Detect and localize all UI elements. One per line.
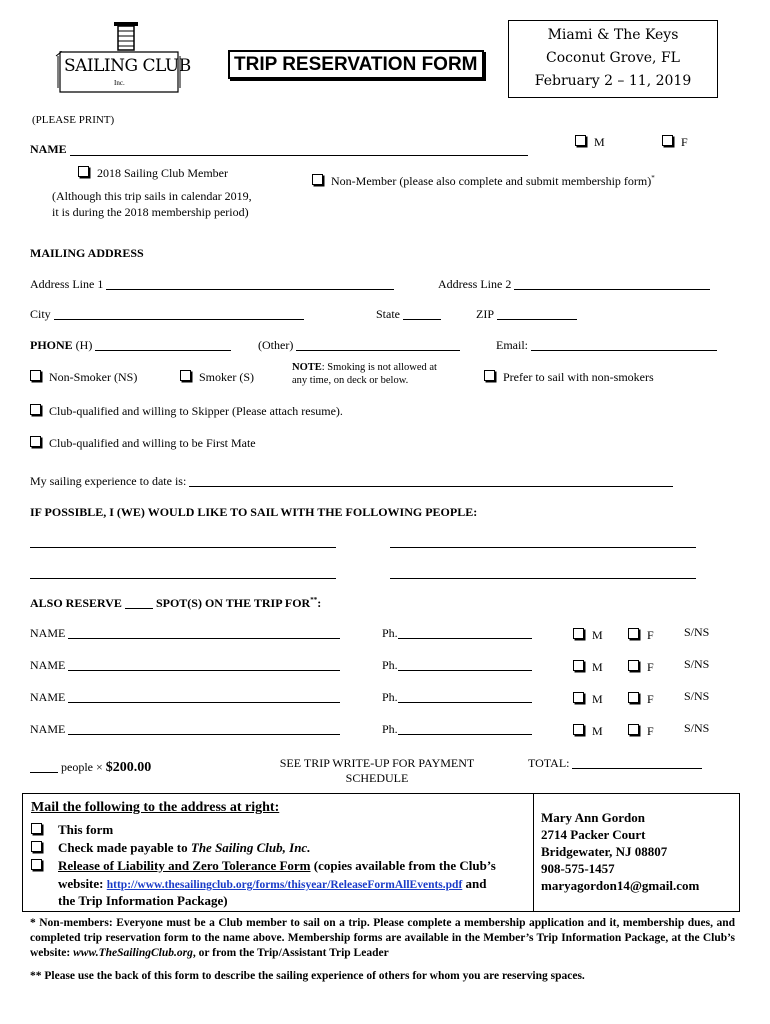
- gender-f-option[interactable]: [662, 135, 688, 150]
- spots-count-field[interactable]: [125, 608, 153, 609]
- city-row: [30, 307, 304, 322]
- checkbox[interactable]: [30, 370, 41, 381]
- bullet-icon: [31, 841, 42, 852]
- reserve-m-label: M: [592, 724, 603, 738]
- reserve-f-label: F: [647, 692, 654, 706]
- gender-m-label: M: [594, 135, 605, 149]
- reserve-gender-f-option[interactable]: [628, 692, 654, 707]
- address-line-1: [30, 277, 394, 292]
- skipper-label: Club-qualified and willing to Skipper (Please attach resume).: [49, 404, 343, 418]
- first-mate-option[interactable]: [30, 436, 256, 451]
- reserve-phone-row: [382, 690, 532, 705]
- sail-with-heading: IF POSSIBLE, I (WE) WOULD LIKE TO SAIL WITH THE FOLLOWING PEOPLE:: [30, 505, 478, 519]
- reserve-smoking-status[interactable]: S/NS: [684, 689, 710, 703]
- email-row: [496, 338, 717, 353]
- trip-location: Coconut Grove, FL: [546, 50, 680, 66]
- divider: [533, 794, 534, 911]
- bullet-icon: [31, 823, 42, 834]
- reserve-name-row: [30, 690, 340, 705]
- reserve-phone-label: Ph.: [382, 658, 398, 672]
- footnote-1-text-end: , or from the Trip/Assistant Trip Leader: [192, 947, 389, 959]
- gender-m-option[interactable]: [575, 135, 605, 150]
- reserve-gender-f-option[interactable]: [628, 628, 654, 643]
- logo-text: SAILING CLUB: [64, 56, 191, 76]
- footnote-1-text: * Non-members: Everyone must be a Club member to sail on a trip. Please complete a membership application and it, membership dues, and completed trip reservation form to the name above. Membership forms are available in the Member’s Trip Information Package, at the Club’s website:: [30, 917, 735, 959]
- experience-row: [30, 474, 673, 489]
- people-label: people ×: [61, 760, 103, 774]
- skipper-option[interactable]: [30, 404, 343, 419]
- experience-footnote: ** Please use the back of this form to describe the sailing experience of others for whom you are reserving spaces.: [30, 970, 585, 982]
- member-note-1: (Although this trip sails in calendar 2019,: [52, 189, 252, 203]
- state-row: [376, 307, 441, 322]
- people-count-field[interactable]: [30, 772, 58, 773]
- reserve-phone-row: [382, 658, 532, 673]
- checkbox[interactable]: [78, 166, 89, 177]
- reserve-phone-field[interactable]: [398, 702, 532, 703]
- zip-field[interactable]: [497, 319, 577, 320]
- reserve-gender-m-option[interactable]: [573, 628, 603, 643]
- name-field[interactable]: [70, 155, 528, 156]
- payment-schedule-note: [272, 756, 482, 786]
- name-label: NAME: [30, 142, 67, 156]
- note-text-1: : Smoking is not allowed at: [321, 362, 437, 373]
- nonsmoker-option[interactable]: [30, 370, 137, 385]
- mail-item-2-italic: The Sailing Club, Inc.: [190, 840, 311, 855]
- checkbox[interactable]: [484, 370, 495, 381]
- also-reserve-text-1: ALSO RESERVE: [30, 596, 122, 610]
- reserve-name-label: NAME: [30, 722, 66, 736]
- checkbox[interactable]: [312, 174, 323, 185]
- phone-other-field[interactable]: [296, 350, 460, 351]
- state-field[interactable]: [403, 319, 441, 320]
- reserve-gender-m-option[interactable]: [573, 660, 603, 675]
- address-email: maryagordon14@gmail.com: [541, 878, 700, 893]
- form-title: TRIP RESERVATION FORM: [228, 50, 484, 79]
- nonmember-footnote: [30, 916, 735, 961]
- checkbox[interactable]: [628, 660, 639, 671]
- note-bold: NOTE: [292, 362, 322, 373]
- reserve-smoking-status[interactable]: S/NS: [684, 657, 710, 671]
- see-trip-2: SCHEDULE: [345, 771, 409, 785]
- reserve-phone-row: [382, 626, 532, 641]
- gender-f-label: F: [681, 135, 688, 149]
- reserve-name-field[interactable]: [68, 702, 340, 703]
- see-trip-1: SEE TRIP WRITE-UP FOR PAYMENT: [279, 756, 475, 770]
- mail-item-2-prefix: Check made payable to: [58, 840, 191, 855]
- mail-item-3: [31, 858, 496, 874]
- member-option[interactable]: [78, 166, 228, 181]
- trip-dates: February 2 – 11, 2019: [534, 73, 692, 89]
- nonsmoker-label: Non-Smoker (NS): [49, 370, 138, 384]
- mail-item-3-suffix: (copies available from the Club’s: [310, 858, 496, 873]
- reserve-phone-label: Ph.: [382, 722, 398, 736]
- trip-info-box: [508, 20, 718, 98]
- checkbox[interactable]: [30, 404, 41, 415]
- price: $200.00: [105, 760, 152, 775]
- checkbox[interactable]: [628, 724, 639, 735]
- smoker-option[interactable]: [180, 370, 254, 385]
- prefer-nonsmokers-option[interactable]: [484, 370, 654, 385]
- sailing-club-logo: [54, 22, 191, 100]
- reserve-name-field[interactable]: [68, 734, 340, 735]
- reserve-gender-f-option[interactable]: [628, 724, 654, 739]
- address-city: Bridgewater, NJ 08807: [541, 844, 668, 859]
- checkbox[interactable]: [30, 436, 41, 447]
- reserve-m-label: M: [592, 692, 603, 706]
- checkbox[interactable]: [180, 370, 191, 381]
- reserve-name-field[interactable]: [68, 638, 340, 639]
- reserve-f-label: F: [647, 628, 654, 642]
- smoker-label: Smoker (S): [199, 370, 254, 384]
- address2-field[interactable]: [514, 289, 710, 290]
- note-text-2: any time, on deck or below.: [292, 375, 409, 386]
- footnote-1-website: www.TheSailingClub.org: [73, 947, 193, 959]
- reserve-name-label: NAME: [30, 626, 66, 640]
- total-label: TOTAL:: [528, 756, 570, 770]
- mail-item-3-line3: the Trip Information Package): [58, 893, 228, 908]
- reserve-f-label: F: [647, 724, 654, 738]
- mail-item-1: [31, 822, 113, 838]
- reserve-name-field[interactable]: [68, 670, 340, 671]
- mail-item-1-text: This form: [58, 822, 114, 837]
- address-name: Mary Ann Gordon: [541, 810, 646, 825]
- reserve-f-label: F: [647, 660, 654, 674]
- smoking-note: [292, 361, 437, 387]
- reserve-name-label: NAME: [30, 690, 66, 704]
- reserve-name-row: [30, 658, 340, 673]
- zip-label: ZIP: [476, 307, 494, 321]
- also-reserve-heading: [30, 596, 321, 611]
- zip-row: [476, 307, 577, 322]
- checkbox[interactable]: [628, 692, 639, 703]
- sail-with-field-3[interactable]: [30, 578, 336, 579]
- email-field[interactable]: [531, 350, 717, 351]
- mail-item-3-line2-suffix: and: [462, 876, 487, 891]
- prefer-nonsmokers-label: Prefer to sail with non-smokers: [503, 370, 654, 384]
- mail-item-2: [31, 840, 310, 856]
- reserve-phone-field[interactable]: [398, 670, 532, 671]
- trip-destination: Miami & The Keys: [547, 27, 679, 43]
- release-form-link[interactable]: http://www.thesailingclub.org/forms/thisyear/ReleaseFormAllEvents.pdf: [106, 879, 463, 891]
- state-label: State: [376, 307, 400, 321]
- address2-label: Address Line 2: [438, 277, 512, 291]
- reserve-gender-m-option[interactable]: [573, 724, 603, 739]
- reserve-gender-f-option[interactable]: [628, 660, 654, 675]
- city-field[interactable]: [54, 319, 304, 320]
- logo-sub: Inc.: [114, 79, 125, 87]
- total-field[interactable]: [572, 768, 702, 769]
- mail-item-3-line2-prefix: website:: [58, 876, 107, 891]
- nonmember-mark: *: [651, 174, 655, 182]
- phone-label: PHONE: [30, 338, 73, 352]
- checkbox[interactable]: [573, 660, 584, 671]
- also-reserve-mark: **: [310, 596, 318, 604]
- mail-item-3-line2: [58, 876, 487, 892]
- checkbox[interactable]: [628, 628, 639, 639]
- reserve-phone-row: [382, 722, 532, 737]
- bullet-icon: [31, 859, 42, 870]
- reserve-m-label: M: [592, 628, 603, 642]
- checkbox[interactable]: [575, 135, 586, 146]
- nonmember-label: Non-Member (please also complete and submit membership form): [331, 174, 652, 188]
- checkbox[interactable]: [573, 692, 584, 703]
- also-reserve-text-2: SPOT(S) ON THE TRIP FOR: [155, 596, 311, 610]
- reserve-smoking-status[interactable]: S/NS: [684, 625, 710, 639]
- checkbox[interactable]: [573, 628, 584, 639]
- reserve-smoking-status[interactable]: S/NS: [684, 721, 710, 735]
- experience-field[interactable]: [189, 486, 673, 487]
- checkbox[interactable]: [573, 724, 584, 735]
- reserve-name-label: NAME: [30, 658, 66, 672]
- sail-with-field-1[interactable]: [30, 547, 336, 548]
- mailing-address-heading: MAILING ADDRESS: [30, 246, 144, 260]
- member-label: 2018 Sailing Club Member: [97, 166, 228, 180]
- mail-instructions-box: [22, 793, 740, 912]
- please-print: (PLEASE PRINT): [32, 114, 115, 126]
- city-label: City: [30, 307, 51, 321]
- address-phone: 908-575-1457: [541, 861, 615, 876]
- total-row: [528, 756, 702, 771]
- reserve-phone-label: Ph.: [382, 690, 398, 704]
- address1-label: Address Line 1: [30, 277, 104, 291]
- address-line-2: [438, 277, 710, 292]
- mail-item-3-underlined: Release of Liability and Zero Tolerance Form: [58, 858, 311, 873]
- reserve-phone-field[interactable]: [398, 734, 532, 735]
- also-reserve-colon: :: [317, 596, 322, 610]
- reserve-m-label: M: [592, 660, 603, 674]
- reserve-name-row: [30, 722, 340, 737]
- nonmember-option[interactable]: [312, 174, 655, 189]
- phone-other-row: [258, 338, 460, 353]
- phone-row: [30, 338, 231, 353]
- phone-home-field[interactable]: [95, 350, 231, 351]
- experience-label: My sailing experience to date is:: [30, 474, 187, 488]
- phone-other-label: (Other): [258, 338, 294, 352]
- people-row: [30, 760, 151, 776]
- sail-with-field-2[interactable]: [390, 547, 696, 548]
- email-label: Email:: [496, 338, 528, 352]
- reserve-phone-label: Ph.: [382, 626, 398, 640]
- address1-field[interactable]: [106, 289, 394, 290]
- first-mate-label: Club-qualified and willing to be First Mate: [49, 436, 256, 450]
- sail-with-field-4[interactable]: [390, 578, 696, 579]
- reserve-name-row: [30, 626, 340, 641]
- checkbox[interactable]: [662, 135, 673, 146]
- mail-heading: Mail the following to the address at right:: [31, 800, 280, 815]
- reserve-phone-field[interactable]: [398, 638, 532, 639]
- address-street: 2714 Packer Court: [541, 827, 646, 842]
- phone-h-label: (H): [75, 338, 93, 352]
- reserve-gender-m-option[interactable]: [573, 692, 603, 707]
- member-note-2: it is during the 2018 membership period): [52, 205, 249, 219]
